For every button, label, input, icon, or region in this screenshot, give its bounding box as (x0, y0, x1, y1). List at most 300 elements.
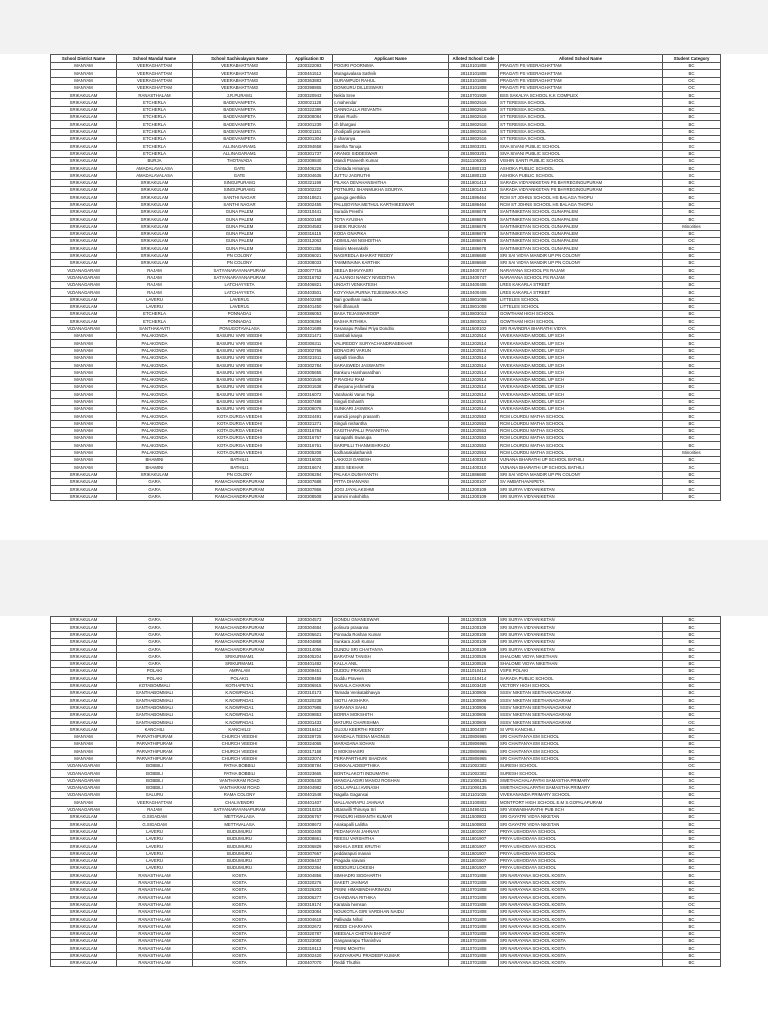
cell-applicant-name: SARIPILLI THANMISHRADU (333, 442, 449, 449)
table-row (51, 201, 721, 208)
cell-school-name: SANTINIKETAN SCHOOL GUNAPALEM (499, 238, 663, 245)
cell-school-code: 28111880133 (449, 172, 499, 179)
cell-applicant-name: SHEIK RUKSAN (333, 223, 449, 230)
cell-sachivalayam: RAMACHANDRAPURAM (193, 493, 287, 500)
cell-applicant-name: MANDALA TEENA MAGNUS (333, 733, 449, 740)
cell-school-name: SI VPS KANCHILI (499, 726, 663, 733)
cell-school-name: VIVEKANANDA MODEL UP SCH (499, 405, 663, 412)
cell-applicant-name: SARANYA SAHU (333, 704, 449, 711)
table-row (51, 821, 721, 828)
cell-category: BC (663, 653, 721, 660)
cell-sachivalayam: KOSTA (193, 959, 287, 966)
cell-application-id: 2300316674 (287, 464, 333, 471)
table-row (51, 157, 721, 164)
table-row (51, 92, 721, 99)
cell-school-code: 28110400747 (449, 274, 499, 281)
cell-sachivalayam: PATHA BOBBILI (193, 762, 287, 769)
cell-mandal: RANASTHALAM (117, 886, 193, 893)
cell-school-name: SIVA SIVANI PUBLIC SCHOOL (499, 143, 663, 150)
cell-sachivalayam: PN COLONY (193, 471, 287, 478)
cell-category: BC (663, 435, 721, 442)
cell-sachivalayam: RAMACHANDRAPURAM (193, 624, 287, 631)
cell-application-id: 2300323082 (287, 938, 333, 945)
cell-category: BC (663, 850, 721, 857)
cell-category: BC (663, 311, 721, 318)
table-row (51, 668, 721, 675)
table-row (51, 77, 721, 84)
cell-district: SRIKAKULAM (51, 660, 117, 667)
cell-mandal: RANASTHALAM (117, 872, 193, 879)
cell-school-code: 28121002302 (449, 762, 499, 769)
cell-school-name: RCM LOURDU MATHA SCHOOL (499, 420, 663, 427)
cell-school-code: 28111886678 (449, 230, 499, 237)
cell-mandal: BOBBILI (117, 777, 193, 784)
cell-school-name: SRI NARAYANA SCHOOL KOSTA (499, 916, 663, 923)
cell-sachivalayam: RAMACHANDRAPURAM (193, 646, 287, 653)
cell-mandal: PALAKONDA (117, 369, 193, 376)
cell-sachivalayam: PONUGOTAVALASA (193, 325, 287, 332)
cell-district: SRIKAKULAM (51, 945, 117, 952)
cell-school-name: SRI SURYA VIDYANIKETAN (499, 624, 663, 631)
cell-school-code: 28121006135 (449, 784, 499, 791)
cell-district: VIZIANAGARAM (51, 762, 117, 769)
cell-school-code: 28110701808 (449, 916, 499, 923)
cell-sachivalayam: BADEVANIPETA (193, 106, 287, 113)
cell-category: SC (663, 157, 721, 164)
cell-applicant-name: PALLBOYINA METHUL KARTHIKESWAR (333, 201, 449, 208)
cell-applicant-name: satyalli trivedha (333, 354, 449, 361)
cell-application-id: 2300317158 (287, 748, 333, 755)
cell-application-id: 2300302784 (287, 362, 333, 369)
cell-application-id: 2300305430 (287, 777, 333, 784)
cell-applicant-name: Surada Preethi (333, 208, 449, 215)
cell-sachivalayam: GUNA PALEM (193, 230, 287, 237)
table-row (51, 303, 721, 310)
cell-district: SRIKAKULAM (51, 114, 117, 121)
cell-sachivalayam: BADEVANIPETA (193, 128, 287, 135)
table-row (51, 274, 721, 281)
cell-district: SRIKAKULAM (51, 135, 117, 142)
cell-school-code: 28110803013 (449, 311, 499, 318)
table-row (51, 362, 721, 369)
cell-category: BC (663, 201, 721, 208)
cell-district: SRIKAKULAM (51, 668, 117, 675)
cell-category: BC (663, 296, 721, 303)
cell-category: BC (663, 413, 721, 420)
cell-applicant-name: Uttaravilli Thirusya Sri (333, 806, 449, 813)
cell-application-id: 2300308084 (287, 114, 333, 121)
cell-category: BC (663, 959, 721, 966)
table-row (51, 296, 721, 303)
cell-district: MANYAM (51, 391, 117, 398)
cell-school-code: 28111801907 (449, 857, 499, 864)
cell-district: VIZIANAGARAM (51, 325, 117, 332)
cell-school-name: SRI GAYATRI VIDYA NIKETAN (499, 814, 663, 821)
cell-application-id: 2300407070 (287, 959, 333, 966)
cell-category: BC (663, 923, 721, 930)
cell-mandal: ETCHERLA (117, 106, 193, 113)
cell-applicant-name: GOLLAPALLI AVINASH (333, 784, 449, 791)
cell-application-id: 2300307488 (287, 398, 333, 405)
cell-category: BC (663, 70, 721, 77)
cell-applicant-name: DUNDU SRI CHAITANYA (333, 646, 449, 653)
cell-category: BC (663, 318, 721, 325)
cell-application-id: 2300321911 (287, 354, 333, 361)
cell-sachivalayam: POLAKI1 (193, 675, 287, 682)
cell-category: BC (663, 821, 721, 828)
cell-mandal: SRIKAKULAM (117, 471, 193, 478)
cell-school-code: 28111200109 (449, 646, 499, 653)
cell-category: BC (663, 245, 721, 252)
cell-application-id: 2300314056 (287, 646, 333, 653)
cell-district: VIZIANAGARAM (51, 770, 117, 777)
cell-sachivalayam: SATYANARAYANAPURAM (193, 806, 287, 813)
cell-district: SRIKAKULAM (51, 901, 117, 908)
cell-district: SRIKAKULAM (51, 938, 117, 945)
cell-sachivalayam: GUNA PALEM (193, 245, 287, 252)
cell-school-name: GOWTHAM HIGH SCHOOL (499, 311, 663, 318)
table-row (51, 325, 721, 332)
cell-applicant-name: BONAGIRI VARUN (333, 347, 449, 354)
cell-school-code: 28110701808 (449, 872, 499, 879)
cell-applicant-name: Reddi Thuthis (333, 959, 449, 966)
cell-school-name: SV AMBATHAVAIPETA (499, 478, 663, 485)
cell-applicant-name: POGIRI POORNIMA (333, 63, 449, 70)
cell-school-name: SRI NARAYANA SCHOOL KOSTA (499, 959, 663, 966)
cell-applicant-name: dheepanu jeshmetha (333, 384, 449, 391)
header-district: School District Name (51, 55, 117, 63)
cell-applicant-name: BASHA RITHIKA (333, 318, 449, 325)
table-row (51, 857, 721, 864)
cell-school-name: SSSV NIKETAN SEETHANAGARAM (499, 697, 663, 704)
cell-district: SRIKAKULAM (51, 719, 117, 726)
cell-school-name: VIVEKANANDA MODEL UP SCH (499, 391, 663, 398)
cell-mandal: ETCHERLA (117, 99, 193, 106)
cell-applicant-name: CHIKKALADEEPTHIKA (333, 762, 449, 769)
cell-school-code: 28111801907 (449, 828, 499, 835)
cell-category: BC (663, 638, 721, 645)
cell-application-id: 2300319174 (287, 901, 333, 908)
cell-school-name: ST TERESSA SCHOOL (499, 135, 663, 142)
cell-sachivalayam: METTAVALASA (193, 814, 287, 821)
cell-district: SRIKAKULAM (51, 646, 117, 653)
cell-applicant-name: MALLAVARAPU JAHNAVI (333, 799, 449, 806)
cell-mandal: SRIKAKULAM (117, 187, 193, 194)
table-row (51, 150, 721, 157)
cell-school-code: 28111003420 (449, 682, 499, 689)
cell-mandal: SRIKAKULAM (117, 179, 193, 186)
cell-category: BC (663, 617, 721, 624)
cell-district: SRIKAKULAM (51, 638, 117, 645)
cell-school-code: 28111202553 (449, 427, 499, 434)
table-row (51, 471, 721, 478)
cell-mandal: SRIKAKULAM (117, 208, 193, 215)
cell-category: BC (663, 362, 721, 369)
cell-school-code: 28110101808 (449, 63, 499, 70)
table-row (51, 84, 721, 91)
cell-category: BC (663, 179, 721, 186)
cell-category: BC (663, 267, 721, 274)
cell-school-code: 28111400310 (449, 457, 499, 464)
cell-district: SRIKAKULAM (51, 631, 117, 638)
cell-mandal: RANASTHALAM (117, 923, 193, 930)
cell-category: BC (663, 865, 721, 872)
cell-school-code: 28120806965 (449, 748, 499, 755)
cell-school-name: SARADA VIDYANIKETAN PS BHYREGINGUPURAM (499, 179, 663, 186)
cell-district: MANYAM (51, 332, 117, 339)
cell-school-name: VIVEKANANDA MODEL UP SCH (499, 332, 663, 339)
cell-application-id: 2300306076 (287, 405, 333, 412)
cell-school-code: 28111500803 (449, 814, 499, 821)
cell-application-id: 2300312063 (287, 238, 333, 245)
cell-district: SRIKAKULAM (51, 311, 117, 318)
cell-mandal: PALAKONDA (117, 340, 193, 347)
cell-applicant-name: REESU VARSHITHA (333, 835, 449, 842)
cell-mandal: LAVERU (117, 857, 193, 864)
cell-application-id: 2300304583 (287, 223, 333, 230)
cell-applicant-name: PISINI MOHITH (333, 945, 449, 952)
cell-school-name: SANTINIKETAN SCHOOL GUNAPALEM (499, 245, 663, 252)
table-row (51, 478, 721, 485)
cell-applicant-name: Chintada Himanya (333, 165, 449, 172)
cell-mandal: GARA (117, 624, 193, 631)
cell-category: BC (663, 799, 721, 806)
cell-sachivalayam: K.NOWPADA1 (193, 711, 287, 718)
cell-sachivalayam: LATCHAYYETA (193, 289, 287, 296)
cell-application-id: 2300077716 (287, 267, 333, 274)
cell-application-id: 2300386053 (287, 311, 333, 318)
cell-school-code: 28110101808 (449, 84, 499, 91)
cell-district: MANYAM (51, 420, 117, 427)
cell-applicant-name: Mandi Praneeth Kumar (333, 157, 449, 164)
cell-applicant-name: KADIYARAPU PRADEEP KUMAR (333, 952, 449, 959)
cell-category: OC (663, 238, 721, 245)
cell-district: VIZIANAGARAM (51, 792, 117, 799)
table-row (51, 267, 721, 274)
cell-school-name: SSSV NIKETAN SEETHANAGARAM (499, 719, 663, 726)
cell-application-id: 2300302766 (287, 347, 333, 354)
cell-mandal: BHAMINI (117, 457, 193, 464)
cell-school-code: 28111202514 (449, 362, 499, 369)
cell-applicant-name: DUDDU PRAVEEN (333, 668, 449, 675)
cell-district: VIZIANAGARAM (51, 777, 117, 784)
cell-application-id: 2300304573 (287, 617, 333, 624)
table-row (51, 850, 721, 857)
cell-category: BC (663, 879, 721, 886)
table-row (51, 755, 721, 762)
cell-district: VIZIANAGARAM (51, 274, 117, 281)
cell-school-name: SRI GAYATRI VIDYA NIKETAN (499, 821, 663, 828)
cell-category: BC (663, 63, 721, 70)
cell-category: BC (663, 792, 721, 799)
cell-applicant-name: TAMMINAINA KARTHIK (333, 260, 449, 267)
cell-application-id: 2300405204 (287, 653, 333, 660)
cell-sachivalayam: PATHA BOBBILI (193, 770, 287, 777)
table-row (51, 682, 721, 689)
cell-application-id: 2300404868 (287, 638, 333, 645)
cell-district: SRIKAKULAM (51, 835, 117, 842)
cell-sachivalayam: RAMACHANDRAPURAM (193, 617, 287, 624)
cell-applicant-name: NIKHILA SREE KRUTHI (333, 843, 449, 850)
cell-category: BC (663, 814, 721, 821)
cell-school-name: RCM LOURDU MATHA SCHOOL (499, 427, 663, 434)
cell-school-name: SRI NARAYANA SCHOOL KOSTA (499, 872, 663, 879)
cell-school-code: 28111200109 (449, 486, 499, 493)
cell-school-name: LITTELES SCHOOL (499, 303, 663, 310)
cell-mandal: PALAKONDA (117, 391, 193, 398)
cell-category: BC (663, 471, 721, 478)
cell-school-code: 28110803013 (449, 318, 499, 325)
cell-application-id: 2300324491 (287, 413, 333, 420)
cell-sachivalayam: BASURU VARI VEEDHI (193, 332, 287, 339)
cell-sachivalayam: VANTHARAM ROAD (193, 784, 287, 791)
table-row (51, 442, 721, 449)
cell-district: MANYAM (51, 354, 117, 361)
cell-applicant-name: MATURU CHARISHMA (333, 719, 449, 726)
cell-application-id: 2300320276 (287, 879, 333, 886)
header-applicant-name: Applicant Name (333, 55, 449, 63)
table-row (51, 872, 721, 879)
cell-sachivalayam: BASURU VARI VEEDHI (193, 376, 287, 383)
cell-application-id: 2300302364 (287, 865, 333, 872)
cell-application-id: 2300302408 (287, 828, 333, 835)
cell-sachivalayam: KOTA DURGA VEEDHI (193, 413, 287, 420)
table-row (51, 770, 721, 777)
cell-sachivalayam: SANTHI NAGAR (193, 194, 287, 201)
cell-sachivalayam: RAMACHANDRAPURAM (193, 638, 287, 645)
cell-applicant-name: Pragada sravani (333, 857, 449, 864)
cell-mandal: VEERAGHATTAM (117, 63, 193, 70)
cell-district: SRIKAKULAM (51, 208, 117, 215)
cell-district: MANYAM (51, 449, 117, 456)
cell-school-name: SRI NARAYANA SCHOOL KOSTA (499, 938, 663, 945)
cell-applicant-name: BONTALAKOTI INDUMATHI (333, 770, 449, 777)
cell-sachivalayam: KOSTA (193, 901, 287, 908)
cell-application-id: 2300308508 (287, 493, 333, 500)
cell-school-name: SRI SURYA VIDYANIKETAN (499, 646, 663, 653)
table-row (51, 223, 721, 230)
cell-sachivalayam: KOSTA (193, 908, 287, 915)
cell-district: SRIKAKULAM (51, 245, 117, 252)
cell-application-id: 2300406821 (287, 281, 333, 288)
cell-school-name: ST TERESSA SCHOOL (499, 128, 663, 135)
cell-category: BC (663, 405, 721, 412)
table-row (51, 165, 721, 172)
cell-district: SRIKAKULAM (51, 697, 117, 704)
cell-applicant-name: UNGATI VENKATESH (333, 281, 449, 288)
cell-applicant-name: BODDURU LOKESH (333, 865, 449, 872)
cell-school-name: SARADA VIDYANIKETAN PS BHYREGINGUPURAM (499, 187, 663, 194)
table-row (51, 391, 721, 398)
cell-applicant-name: Bankuru Harshavardhan (333, 369, 449, 376)
cell-school-code: 28111202514 (449, 332, 499, 339)
cell-applicant-name: p sharanya (333, 135, 449, 142)
cell-applicant-name: SURAMPUDI RAHUL (333, 77, 449, 84)
cell-mandal: RANASTHALAM (117, 938, 193, 945)
cell-school-code: 28111300806 (449, 704, 499, 711)
cell-application-id: 2300308784 (287, 762, 333, 769)
cell-applicant-name: MANGALAGIRI MANOJ ROSHAN (333, 777, 449, 784)
allotment-table-page-1 (50, 54, 721, 501)
cell-mandal: SRIKAKULAM (117, 223, 193, 230)
cell-applicant-name: Kesanapu Pallavi Priya Dondrix (333, 325, 449, 332)
table-row (51, 106, 721, 113)
cell-category: BC (663, 121, 721, 128)
cell-school-code: 28110701808 (449, 959, 499, 966)
cell-mandal: PALAKONDA (117, 435, 193, 442)
cell-sachivalayam: K.NOWPADA1 (193, 697, 287, 704)
cell-application-id: 2300322074 (287, 755, 333, 762)
cell-sachivalayam: RAMA COLONY (193, 792, 287, 799)
cell-category: Minorities (663, 223, 721, 230)
cell-district: SRIKAKULAM (51, 959, 117, 966)
cell-district: SRIKAKULAM (51, 471, 117, 478)
cell-category: SC (663, 172, 721, 179)
cell-application-id: 2300306021 (287, 252, 333, 259)
cell-school-name: PRIYA USHODAYA SCHOOL (499, 828, 663, 835)
cell-category: BC (663, 930, 721, 937)
cell-mandal: PALAKONDA (117, 354, 193, 361)
cell-district: MANYAM (51, 457, 117, 464)
table-row (51, 908, 721, 915)
cell-school-name: PRAGATI PS VEERAGHATTAM (499, 70, 663, 77)
cell-school-code: 28111010414 (449, 675, 499, 682)
cell-sachivalayam: KOSTA (193, 879, 287, 886)
cell-school-name: SHALOME VIDYA NIKETHAN (499, 653, 663, 660)
cell-mandal: RANASTHALAM (117, 945, 193, 952)
table-row (51, 449, 721, 456)
cell-district: MANYAM (51, 362, 117, 369)
cell-sachivalayam: BADEVANIPETA (193, 99, 287, 106)
cell-school-name: LRES KAKARLA STREET (499, 281, 663, 288)
cell-category: BC (663, 770, 721, 777)
cell-sachivalayam: K.NOWPADA1 (193, 719, 287, 726)
cell-applicant-name: Muragavalasa Sathvik (333, 70, 449, 77)
cell-applicant-name: Karatala hemsan (333, 901, 449, 908)
cell-mandal: PARVATHIPURAM (117, 748, 193, 755)
cell-district: VIZIANAGARAM (51, 289, 117, 296)
cell-sachivalayam: BUDUMURU (193, 828, 287, 835)
cell-applicant-name: BORRA MOKSHITH (333, 711, 449, 718)
cell-school-code: 28111200526 (449, 653, 499, 660)
cell-school-code: 28111202553 (449, 449, 499, 456)
table-row (51, 252, 721, 259)
cell-school-code: 28111200107 (449, 478, 499, 485)
cell-sachivalayam: KOSTA (193, 886, 287, 893)
cell-category: BC (663, 886, 721, 893)
table-row (51, 457, 721, 464)
table-row (51, 828, 721, 835)
cell-sachivalayam: KOSTA (193, 894, 287, 901)
cell-mandal: KANCHILI (117, 726, 193, 733)
cell-district: SRIKAKULAM (51, 303, 117, 310)
cell-district: MANYAM (51, 84, 117, 91)
cell-district: SRIKAKULAM (51, 894, 117, 901)
cell-applicant-name: KOYYANA PURNA TEJESWARA RAO (333, 289, 449, 296)
cell-applicant-name: JOGI JAYALAKSHMI (333, 486, 449, 493)
cell-district: SRIKAKULAM (51, 493, 117, 500)
cell-school-code: 28111886678 (449, 238, 499, 245)
cell-district: VIZIANAGARAM (51, 281, 117, 288)
cell-mandal: RANASTHALAM (117, 930, 193, 937)
table-row (51, 748, 721, 755)
cell-school-code: 28110802516 (449, 114, 499, 121)
cell-sachivalayam: BASURU VARI VEEDHI (193, 405, 287, 412)
cell-school-name: LITTELES SCHOOL (499, 296, 663, 303)
cell-applicant-name: BARATAM TANISH (333, 653, 449, 660)
cell-application-id: 2300309451 (287, 668, 333, 675)
cell-school-code: 28110701808 (449, 879, 499, 886)
